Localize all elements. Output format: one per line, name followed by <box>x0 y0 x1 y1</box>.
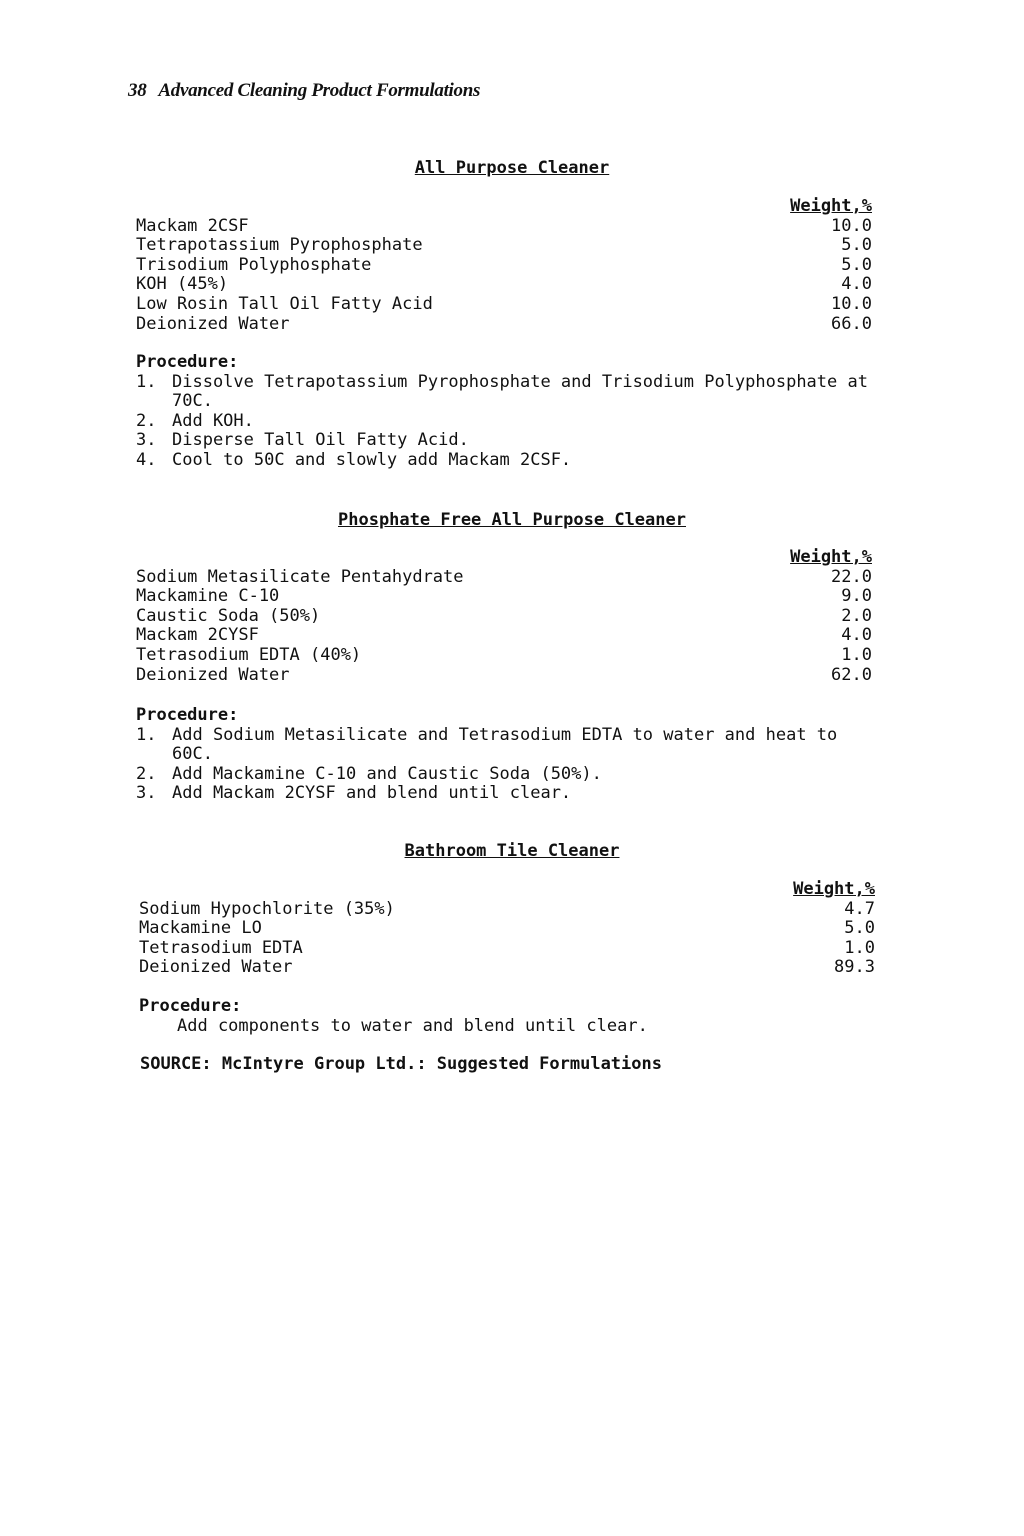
procedure-step: 2. Add KOH. <box>136 410 254 431</box>
procedure-text: Add components to water and blend until clear. <box>177 1015 648 1036</box>
procedure-phosphate-free <box>136 706 876 804</box>
ingredient-row: KOH (45%) 4.0 <box>136 274 872 295</box>
formula-table-bathroom-tile <box>139 880 875 978</box>
procedure-label: Procedure: <box>136 705 239 725</box>
ingredient-row: Deionized Water 62.0 <box>136 664 872 685</box>
ingredient-row: Sodium Metasilicate Pentahydrate 22.0 <box>136 566 872 587</box>
formula-table-all-purpose <box>136 197 872 334</box>
ingredient-row: Mackam 2CYSF 4.0 <box>136 625 872 646</box>
ingredient-row: Mackamine C-10 9.0 <box>136 586 872 607</box>
ingredient-row: Caustic Soda (50%) 2.0 <box>136 605 872 626</box>
ingredient-row: Deionized Water 89.3 <box>139 957 875 978</box>
procedure-bathroom-tile <box>139 997 879 1036</box>
formula-table-phosphate-free <box>136 548 872 685</box>
weight-header: Weight,% <box>793 879 875 899</box>
ingredient-row: Mackamine LO 5.0 <box>139 918 875 939</box>
procedure-label: Procedure: <box>139 996 242 1016</box>
ingredient-row: Mackam 2CSF 10.0 <box>136 215 872 236</box>
book-title: Advanced Cleaning Product Formulations <box>158 80 481 101</box>
section-title-bathroom-tile: Bathroom Tile Cleaner <box>404 841 620 861</box>
page-number: 38 <box>128 80 147 101</box>
section-title-all-purpose-cleaner: All Purpose Cleaner <box>414 158 610 178</box>
ingredient-row: Trisodium Polyphosphate 5.0 <box>136 254 872 275</box>
procedure-step: 2. Add Mackamine C-10 and Caustic Soda (50%). <box>136 763 602 784</box>
ingredient-row: Low Rosin Tall Oil Fatty Acid 10.0 <box>136 293 872 314</box>
ingredient-row: Tetrasodium EDTA 1.0 <box>139 937 875 958</box>
procedure-step: 3. Add Mackam 2CYSF and blend until clear. <box>136 783 572 804</box>
running-header <box>128 80 480 102</box>
procedure-all-purpose <box>136 353 876 471</box>
weight-header: Weight,% <box>790 547 872 567</box>
procedure-step: 1. Add Sodium Metasilicate and Tetrasodium EDTA to water and heat to 60C. <box>136 724 838 765</box>
section-title-phosphate-free: Phosphate Free All Purpose Cleaner <box>338 510 686 530</box>
procedure-label: Procedure: <box>136 352 239 372</box>
procedure-step: 4. Cool to 50C and slowly add Mackam 2CSF. <box>136 449 572 470</box>
ingredient-row: Tetrapotassium Pyrophosphate 5.0 <box>136 235 872 256</box>
ingredient-row: Tetrasodium EDTA (40%) 1.0 <box>136 644 872 665</box>
ingredient-row: Deionized Water 66.0 <box>136 313 872 334</box>
ingredient-row: Sodium Hypochlorite (35%) 4.7 <box>139 898 875 919</box>
procedure-step: 3. Disperse Tall Oil Fatty Acid. <box>136 430 469 451</box>
weight-header: Weight,% <box>790 196 872 216</box>
source-citation: SOURCE: McIntyre Group Ltd.: Suggested Formulations <box>140 1054 662 1074</box>
procedure-step: 1. Dissolve Tetrapotassium Pyrophosphate and Trisodium Polyphosphate at 70C. <box>136 371 868 412</box>
